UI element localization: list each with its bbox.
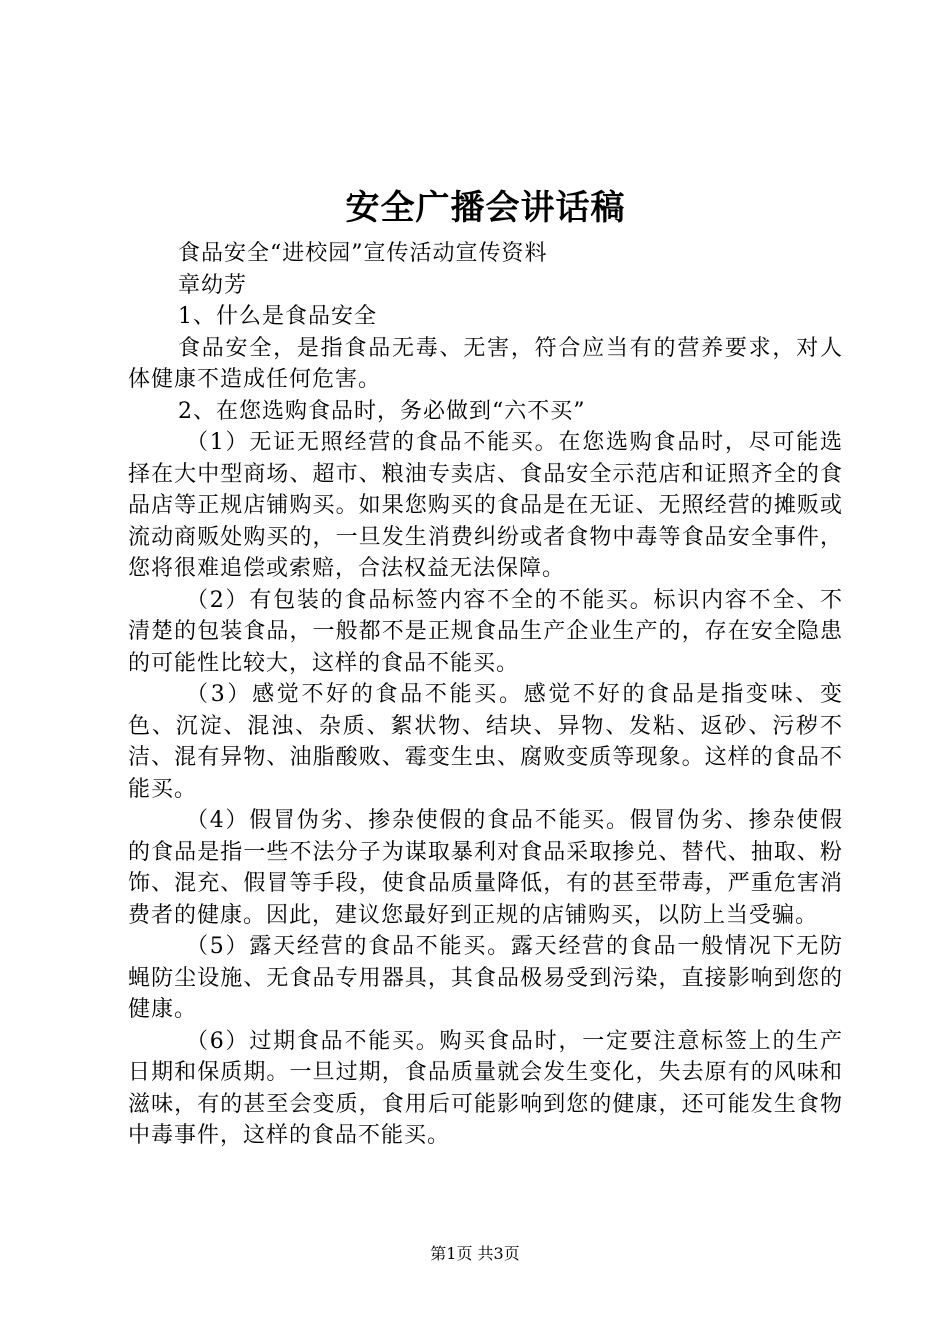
paragraph-heading-1: 1、什么是食品安全 (178, 304, 377, 329)
paragraph-item-2: （2）有包装的食品标签内容不全的不能买。标识内容不全、不清楚的包装食品，一般都不是正规食品生产企业生产的，存在安全隐患的可能性比较大，这样的食品不能买。 (128, 587, 843, 676)
paragraph-item-1: （1）无证无照经营的食品不能买。在您选购食品时，尽可能选择在大中型商场、超市、粮油专卖店、食品安全示范店和证照齐全的食品店等正规店铺购买。如果您购买的食品是在无证、无照经营的摊贩或流动商贩处购买的，一旦发生消费纠纷或者食物中毒等食品安全事件，您将很难追偿或索赔，合法权益无法保障。 (128, 430, 843, 581)
paragraph-item-4: （4）假冒伪劣、掺杂使假的食品不能买。假冒伪劣、掺杂使假的食品是指一些不法分子为谋取暴利对食品采取掺兑、替代、抽取、粉饰、混充、假冒等手段，使食品质量降低，有的甚至带毒，严重危害消费者的健康。因此，建议您最好到正规的店铺购买，以防上当受骗。 (128, 808, 843, 928)
paragraph-subtitle: 食品安全“进校园”宣传活动宣传资料 (178, 241, 548, 266)
paragraph-item-5: （5）露天经营的食品不能买。露天经营的食品一般情况下无防蝇防尘设施、无食品专用器具，其食品极易受到污染，直接影响到您的健康。 (128, 934, 843, 1022)
document-body (128, 180, 843, 1152)
paragraph-item-6: （6）过期食品不能买。购买食品时，一定要注意标签上的生产日期和保质期。一旦过期，食品质量就会发生变化，失去原有的风味和滋味，有的甚至会变质，食用后可能影响到您的健康，还可能发生食物中毒事件，这样的食品不能买。 (128, 1028, 843, 1148)
document-title: 安全广播会讲话稿 (345, 188, 626, 228)
paragraph-heading-2: 2、在您选购食品时，务必做到“六不买” (178, 398, 586, 424)
page-footer (0, 1243, 950, 1265)
paragraph-definition: 食品安全，是指食品无毒、无害，符合应当有的营养要求，对人体健康不造成任何危害。 (128, 335, 843, 392)
paragraph-author: 章幼芳 (178, 272, 248, 298)
page-number: 第1页 共3页 (430, 1244, 520, 1263)
paragraph-item-3: （3）感觉不好的食品不能买。感觉不好的食品是指变味、变色、沉淀、混浊、杂质、絮状物、结块、异物、发粘、返砂、污秽不洁、混有异物、油脂酸败、霉变生虫、腐败变质等现象。这样的食品不能买。 (128, 682, 843, 802)
